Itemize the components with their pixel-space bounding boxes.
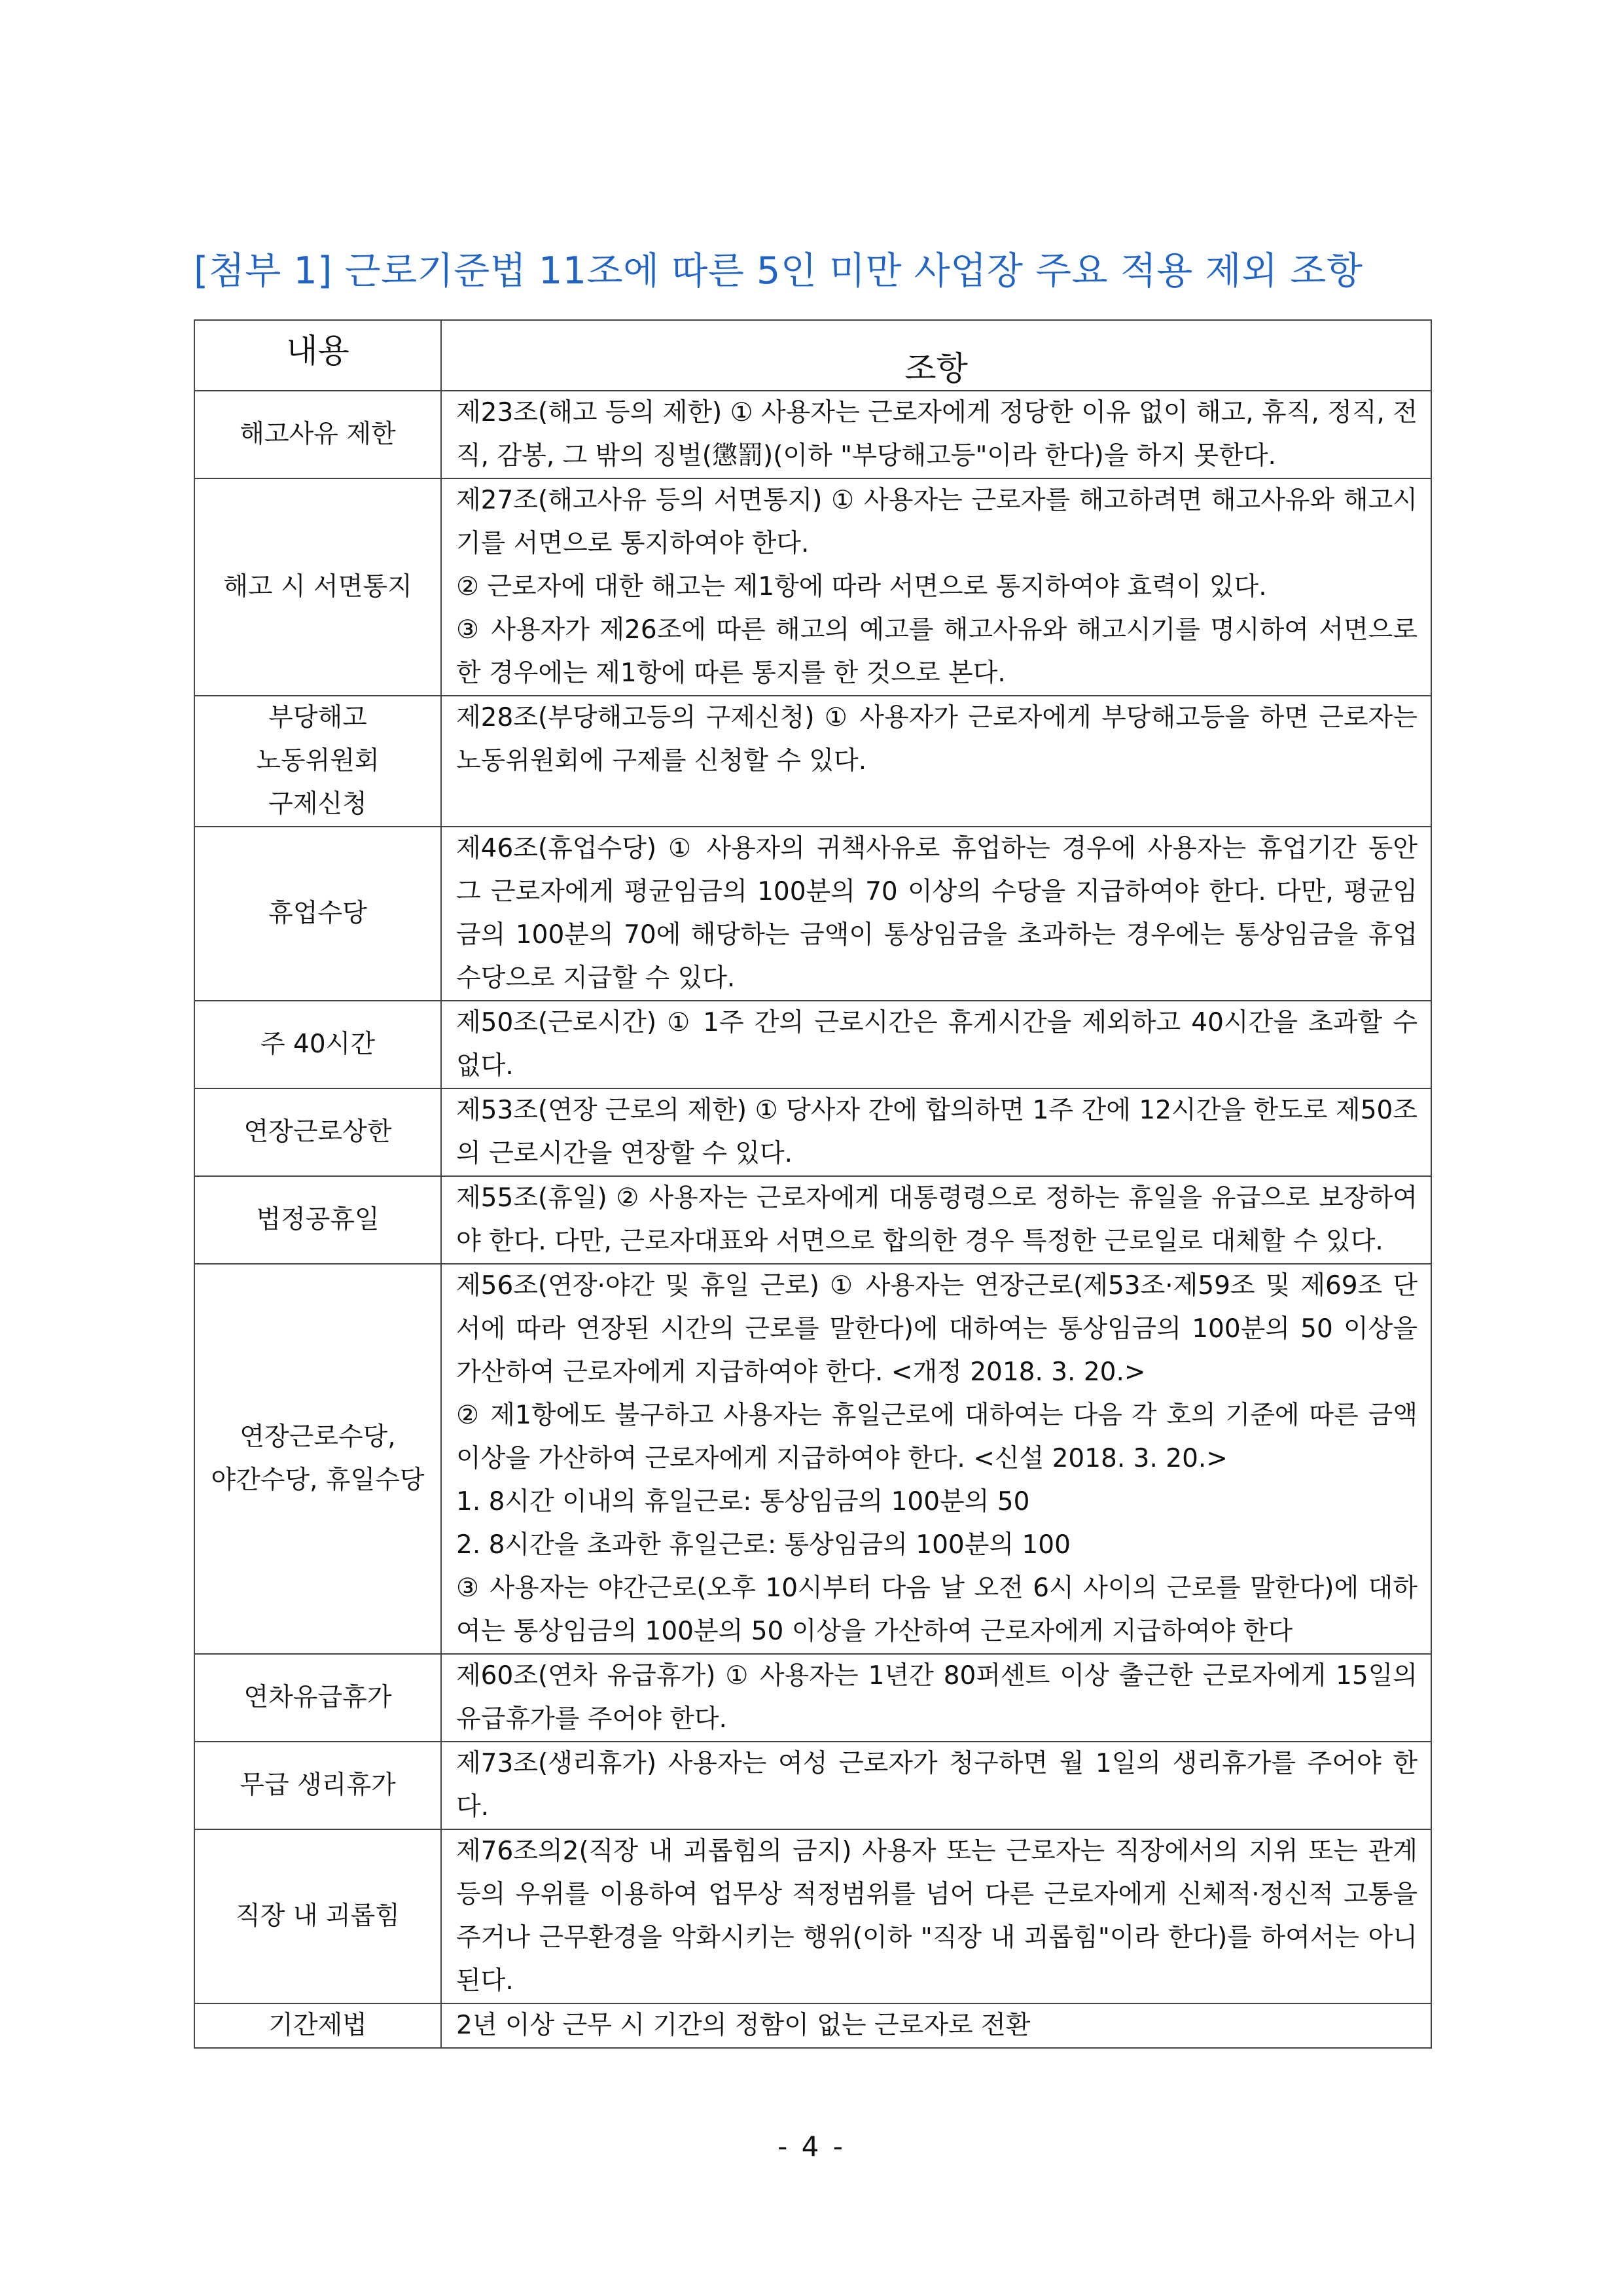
table-row <box>194 1088 1431 1176</box>
article-paragraph: 제28조(부당해고등의 구제신청) ① 사용자가 근로자에게 부당해고등을 하면 근로자는 노동위원회에 구제를 신청할 수 있다. <box>456 703 1418 776</box>
topic-line: 연차유급휴가 <box>243 1683 392 1712</box>
table-row <box>194 1829 1431 2003</box>
topic-line: 노동위원회 <box>256 746 380 776</box>
row-article <box>441 1654 1431 1742</box>
article-paragraph: 제50조(근로시간) ① 1주 간의 근로시간은 휴게시간을 제외하고 40시간을 초과할 수 없다. <box>456 1008 1418 1081</box>
row-topic <box>194 1176 441 1264</box>
row-topic <box>194 1829 441 2003</box>
article-paragraph: 2년 이상 근무 시 기간의 정함이 없는 근로자로 전환 <box>456 2011 1031 2040</box>
article-paragraph: 제27조(해고사유 등의 서면통지) ① 사용자는 근로자를 해고하려면 해고사유와 해고시기를 서면으로 통지하여야 한다. <box>456 486 1418 558</box>
header-article: 조항 <box>441 320 1431 391</box>
row-topic <box>194 2003 441 2048</box>
topic-line: 주 40시간 <box>260 1030 376 1059</box>
table-row <box>194 1654 1431 1742</box>
table-body <box>194 391 1431 2048</box>
table-row <box>194 696 1431 827</box>
table-row <box>194 827 1431 1001</box>
article-paragraph: 제53조(연장 근로의 제한) ① 당사자 간에 합의하면 1주 간에 12시간을 한도로 제50조의 근로시간을 연장할 수 있다. <box>456 1096 1418 1168</box>
topic-line: 해고 시 서면통지 <box>223 572 412 601</box>
article-paragraph: ② 근로자에 대한 해고는 제1항에 따라 서면으로 통지하여야 효력이 있다. <box>456 572 1267 601</box>
row-article <box>441 478 1431 696</box>
article-paragraph: 제60조(연차 유급휴가) ① 사용자는 1년간 80퍼센트 이상 출근한 근로자에게 15일의 유급휴가를 주어야 한다. <box>456 1661 1418 1734</box>
table-row <box>194 1001 1431 1088</box>
topic-line: 연장근로수당, <box>240 1422 396 1452</box>
article-paragraph: 2. 8시간을 초과한 휴일근로: 통상임금의 100분의 100 <box>456 1530 1071 1560</box>
topic-line: 해고사유 제한 <box>240 420 396 449</box>
row-article <box>441 1001 1431 1088</box>
row-article <box>441 827 1431 1001</box>
table-row <box>194 2003 1431 2048</box>
row-topic <box>194 1001 441 1088</box>
page-title: [첨부 1] 근로기준법 11조에 따른 5인 미만 사업장 주요 적용 제외 조항 <box>194 249 1363 293</box>
article-paragraph: 제76조의2(직장 내 괴롭힘의 금지) 사용자 또는 근로자는 직장에서의 지위 또는 관계 등의 우위를 이용하여 업무상 적정범위를 넘어 다른 근로자에게 신체적·정신적 고통을 주거나 근무환경을 악화시키는 행위(이하 "직장 내 괴롭힘"이라 한다)를 하여서는 아니 된다. <box>456 1837 1418 1996</box>
header-topic: 내용 <box>194 320 441 391</box>
topic-line: 법정공휴일 <box>256 1205 380 1234</box>
row-topic <box>194 827 441 1001</box>
topic-line: 야간수당, 휴일수당 <box>211 1465 425 1495</box>
topic-line: 휴업수당 <box>268 899 367 928</box>
table-row <box>194 1176 1431 1264</box>
article-paragraph: 제56조(연장·야간 및 휴일 근로) ① 사용자는 연장근로(제53조·제59조 및 제69조 단서에 따라 연장된 시간의 근로를 말한다)에 대하여는 통상임금의 100분의 50 이상을 가산하여 근로자에게 지급하여야 한다. <개정 2018. 3. 20.> <box>456 1271 1418 1387</box>
row-article <box>441 2003 1431 2048</box>
table-row <box>194 391 1431 478</box>
article-paragraph: 제46조(휴업수당) ① 사용자의 귀책사유로 휴업하는 경우에 사용자는 휴업기간 동안 그 근로자에게 평균임금의 100분의 70 이상의 수당을 지급하여야 한다. 다만, 평균임금의 100분의 70에 해당하는 금액이 통상임금을 초과하는 경우에는 통상임금을 휴업수당으로 지급할 수 있다. <box>456 834 1418 993</box>
article-paragraph: ③ 사용자가 제26조에 따른 해고의 예고를 해고사유와 해고시기를 명시하여 서면으로 한 경우에는 제1항에 따른 통지를 한 것으로 본다. <box>456 615 1418 688</box>
article-paragraph: 제23조(해고 등의 제한) ① 사용자는 근로자에게 정당한 이유 없이 해고, 휴직, 정직, 전직, 감봉, 그 밖의 징벌(懲罰)(이하 "부당해고등"이라 한다)을 하지 못한다. <box>456 398 1418 471</box>
topic-line: 구제신청 <box>268 789 367 819</box>
topic-line: 직장 내 괴롭힘 <box>236 1901 400 1931</box>
row-topic <box>194 1654 441 1742</box>
row-article <box>441 1088 1431 1176</box>
row-topic <box>194 1264 441 1654</box>
topic-line: 무급 생리휴가 <box>240 1770 396 1800</box>
article-paragraph: 제55조(휴일) ② 사용자는 근로자에게 대통령령으로 정하는 휴일을 유급으로 보장하여야 한다. 다만, 근로자대표와 서면으로 합의한 경우 특정한 근로일로 대체할 수 있다. <box>456 1183 1418 1256</box>
topic-line: 기간제법 <box>268 2011 367 2040</box>
row-topic <box>194 391 441 478</box>
row-article <box>441 1176 1431 1264</box>
table-row <box>194 1264 1431 1654</box>
article-paragraph: 제73조(생리휴가) 사용자는 여성 근로자가 청구하면 월 1일의 생리휴가를 주어야 한다. <box>456 1749 1418 1821</box>
topic-line: 연장근로상한 <box>243 1117 392 1147</box>
row-topic <box>194 1742 441 1829</box>
row-article <box>441 391 1431 478</box>
row-article <box>441 1742 1431 1829</box>
article-paragraph: 1. 8시간 이내의 휴일근로: 통상임금의 100분의 50 <box>456 1487 1030 1516</box>
row-topic <box>194 478 441 696</box>
row-topic <box>194 696 441 827</box>
table-row <box>194 478 1431 696</box>
topic-line: 부당해고 <box>268 703 367 732</box>
exclusion-table <box>194 319 1432 2049</box>
row-article <box>441 696 1431 827</box>
row-topic <box>194 1088 441 1176</box>
article-paragraph: ② 제1항에도 불구하고 사용자는 휴일근로에 대하여는 다음 각 호의 기준에 따른 금액 이상을 가산하여 근로자에게 지급하여야 한다. <신설 2018. 3. 20.> <box>456 1401 1418 1473</box>
page-number: - 4 - <box>777 2130 846 2162</box>
article-paragraph: ③ 사용자는 야간근로(오후 10시부터 다음 날 오전 6시 사이의 근로를 말한다)에 대하여는 통상임금의 100분의 50 이상을 가산하여 근로자에게 지급하여야 한다 <box>456 1573 1418 1646</box>
row-article <box>441 1264 1431 1654</box>
table-row <box>194 1742 1431 1829</box>
row-article <box>441 1829 1431 2003</box>
table-header-row <box>194 320 1431 391</box>
